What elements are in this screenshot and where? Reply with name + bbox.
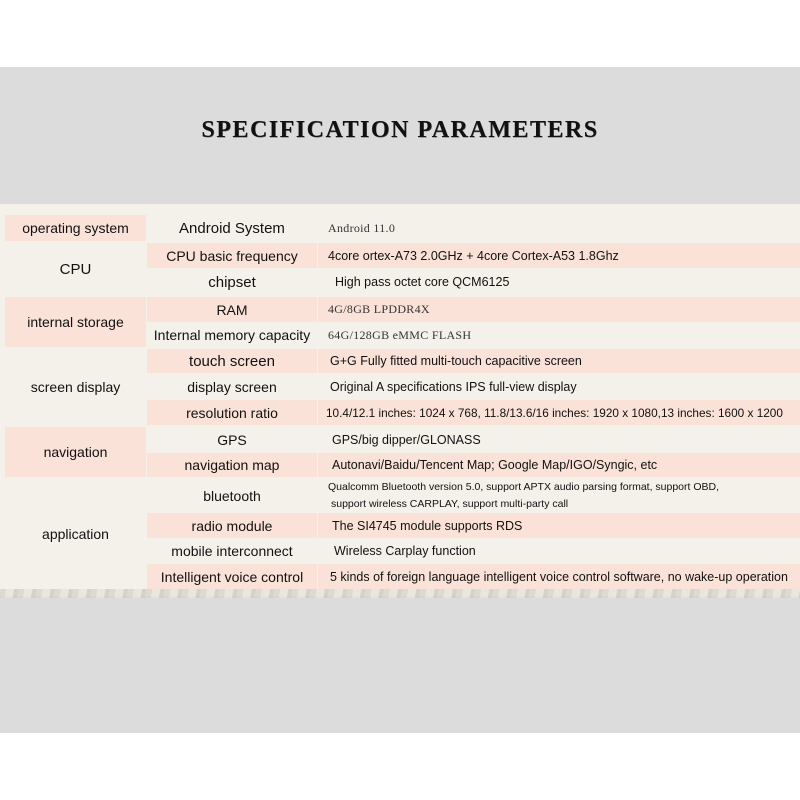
value-touch-screen: G+G Fully fitted multi-touch capacitive screen — [318, 349, 800, 373]
item-touch-screen: touch screen — [147, 349, 317, 373]
category-screen-display: screen display — [5, 349, 146, 425]
value-bluetooth — [318, 479, 800, 512]
item-bluetooth: bluetooth — [147, 479, 317, 512]
item-cpu-basic-frequency: CPU basic frequency — [147, 243, 317, 268]
category-operating-system: operating system — [5, 215, 146, 241]
category-cpu: CPU — [5, 243, 146, 295]
category-navigation: navigation — [5, 427, 146, 477]
item-internal-memory-capacity: Internal memory capacity — [147, 323, 317, 347]
value-bluetooth-line1: Qualcomm Bluetooth version 5.0, support APTX audio parsing format, support OBD, — [328, 480, 720, 493]
value-bluetooth-line2: support wireless CARPLAY, support multi-party call — [331, 497, 569, 510]
value-gps: GPS/big dipper/GLONASS — [318, 427, 800, 452]
value-display-screen: Original A specifications IPS full-view display — [318, 374, 800, 399]
value-resolution-ratio: 10.4/12.1 inches: 1024 x 768, 11.8/13.6/16 inches: 1920 x 1080,13 inches: 1600 x 1200 — [318, 400, 800, 425]
item-gps: GPS — [147, 427, 317, 452]
value-internal-memory-capacity: 64G/128GB eMMC FLASH — [318, 323, 800, 347]
page-title: SPECIFICATION PARAMETERS — [201, 117, 599, 143]
item-chipset: chipset — [147, 269, 317, 295]
value-intelligent-voice-control: 5 kinds of foreign language intelligent voice control software, no wake-up operation — [318, 564, 800, 589]
item-mobile-interconnect: mobile interconnect — [147, 539, 317, 563]
item-navigation-map: navigation map — [147, 453, 317, 477]
value-android-system: Android 11.0 — [318, 215, 800, 241]
value-cpu-basic-frequency: 4core ortex-A73 2.0GHz + 4core Cortex-A53 1.8Ghz — [318, 243, 800, 268]
category-internal-storage: internal storage — [5, 297, 146, 347]
value-chipset: High pass octet core QCM6125 — [318, 269, 800, 295]
item-intelligent-voice-control: Intelligent voice control — [147, 564, 317, 589]
item-android-system: Android System — [147, 215, 317, 241]
category-application: application — [5, 479, 146, 589]
value-mobile-interconnect: Wireless Carplay function — [318, 539, 800, 563]
item-resolution-ratio: resolution ratio — [147, 400, 317, 425]
value-ram: 4G/8GB LPDDR4X — [318, 297, 800, 322]
item-radio-module: radio module — [147, 513, 317, 538]
item-display-screen: display screen — [147, 374, 317, 399]
value-navigation-map: Autonavi/Baidu/Tencent Map; Google Map/IGO/Syngic, etc — [318, 453, 800, 477]
item-ram: RAM — [147, 297, 317, 322]
value-radio-module: The SI4745 module supports RDS — [318, 513, 800, 538]
decorative-texture-strip — [0, 589, 800, 598]
